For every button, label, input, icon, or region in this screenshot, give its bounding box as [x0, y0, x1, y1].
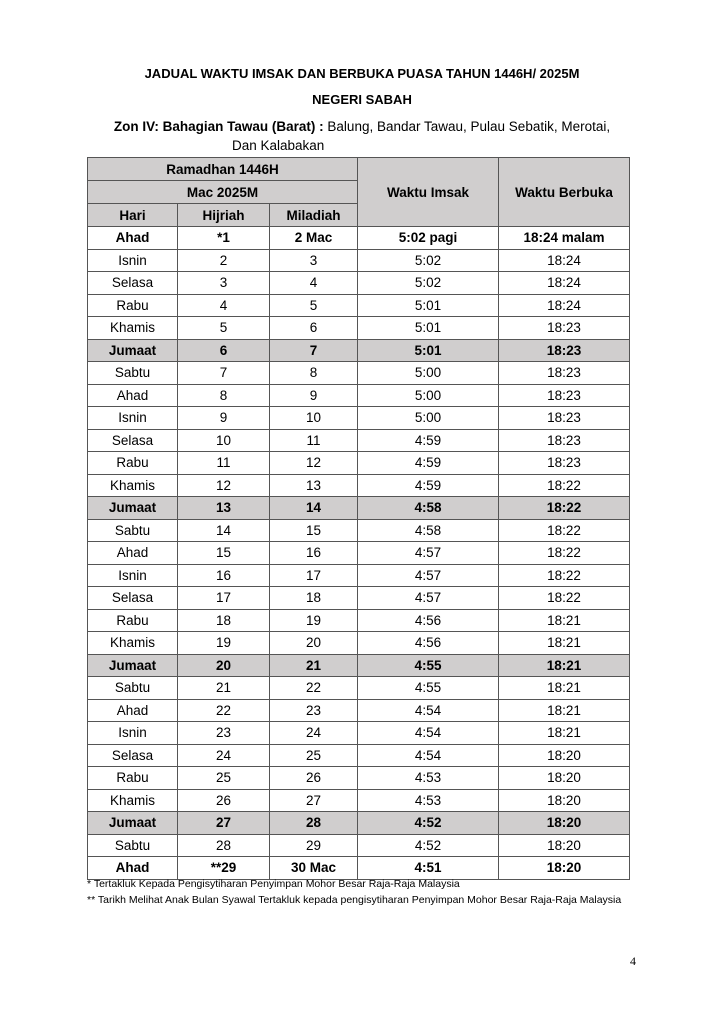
cell-hari: Rabu: [88, 452, 178, 475]
table-row: [88, 812, 630, 835]
cell-berbuka: 18:21: [499, 699, 630, 722]
cell-miladiah: 21: [270, 654, 358, 677]
cell-berbuka: 18:20: [499, 744, 630, 767]
cell-berbuka: 18:23: [499, 339, 630, 362]
cell-berbuka: 18:20: [499, 834, 630, 857]
cell-hijriah: 13: [178, 497, 270, 520]
cell-hari: Ahad: [88, 699, 178, 722]
cell-hari: Ahad: [88, 857, 178, 880]
cell-hari: Isnin: [88, 249, 178, 272]
cell-berbuka: 18:23: [499, 384, 630, 407]
cell-imsak: 4:52: [358, 812, 499, 835]
cell-hijriah: **29: [178, 857, 270, 880]
table-row: [88, 722, 630, 745]
document-title: JADUAL WAKTU IMSAK DAN BERBUKA PUASA TAHUN 1446H/ 2025M: [144, 66, 580, 81]
cell-miladiah: 23: [270, 699, 358, 722]
header-hijriah: Hijriah: [178, 204, 270, 227]
cell-hijriah: 20: [178, 654, 270, 677]
header-hari: Hari: [88, 204, 178, 227]
table-row: [88, 474, 630, 497]
cell-hijriah: 19: [178, 632, 270, 655]
cell-hari: Isnin: [88, 564, 178, 587]
cell-imsak: 4:56: [358, 609, 499, 632]
cell-imsak: 5:01: [358, 339, 499, 362]
cell-hari: Selasa: [88, 587, 178, 610]
cell-imsak: 4:55: [358, 677, 499, 700]
cell-berbuka: 18:23: [499, 452, 630, 475]
cell-hijriah: 9: [178, 407, 270, 430]
table-row: [88, 407, 630, 430]
cell-berbuka: 18:21: [499, 654, 630, 677]
cell-hari: Khamis: [88, 317, 178, 340]
table-row: [88, 317, 630, 340]
cell-imsak: 4:56: [358, 632, 499, 655]
cell-berbuka: 18:24: [499, 249, 630, 272]
cell-miladiah: 3: [270, 249, 358, 272]
table-row: [88, 362, 630, 385]
cell-berbuka: 18:21: [499, 609, 630, 632]
table-row: [88, 519, 630, 542]
cell-berbuka: 18:24 malam: [499, 227, 630, 250]
cell-hijriah: 7: [178, 362, 270, 385]
table-row: [88, 677, 630, 700]
cell-hari: Jumaat: [88, 339, 178, 362]
cell-hijriah: 2: [178, 249, 270, 272]
cell-hari: Sabtu: [88, 519, 178, 542]
header-miladiah: Miladiah: [270, 204, 358, 227]
cell-hari: Jumaat: [88, 497, 178, 520]
cell-berbuka: 18:20: [499, 767, 630, 790]
cell-imsak: 4:51: [358, 857, 499, 880]
table-row: [88, 429, 630, 452]
cell-imsak: 5:01: [358, 317, 499, 340]
cell-berbuka: 18:23: [499, 407, 630, 430]
state-title: NEGERI SABAH: [312, 92, 412, 107]
cell-berbuka: 18:23: [499, 362, 630, 385]
cell-hari: Khamis: [88, 632, 178, 655]
zone-label: Zon IV: Bahagian Tawau (Barat) :: [113, 119, 324, 134]
cell-hari: Rabu: [88, 294, 178, 317]
cell-hari: Ahad: [88, 384, 178, 407]
table-row: [88, 654, 630, 677]
cell-hari: Rabu: [88, 609, 178, 632]
cell-berbuka: 18:21: [499, 632, 630, 655]
cell-hari: Selasa: [88, 429, 178, 452]
cell-miladiah: 5: [270, 294, 358, 317]
cell-berbuka: 18:24: [499, 294, 630, 317]
cell-hijriah: 26: [178, 789, 270, 812]
header-ramadhan: Ramadhan 1446H: [88, 158, 358, 181]
cell-miladiah: 15: [270, 519, 358, 542]
cell-berbuka: 18:22: [499, 474, 630, 497]
cell-hijriah: 25: [178, 767, 270, 790]
cell-berbuka: 18:22: [499, 497, 630, 520]
table-row: [88, 227, 630, 250]
cell-miladiah: 28: [270, 812, 358, 835]
table-row: [88, 339, 630, 362]
cell-miladiah: 13: [270, 474, 358, 497]
cell-imsak: 5:00: [358, 407, 499, 430]
cell-miladiah: 2 Mac: [270, 227, 358, 250]
cell-imsak: 4:55: [358, 654, 499, 677]
cell-hijriah: 8: [178, 384, 270, 407]
cell-miladiah: 10: [270, 407, 358, 430]
timetable: [87, 157, 630, 880]
cell-berbuka: 18:23: [499, 429, 630, 452]
cell-miladiah: 29: [270, 834, 358, 857]
cell-hijriah: 5: [178, 317, 270, 340]
cell-hijriah: 17: [178, 587, 270, 610]
cell-hari: Selasa: [88, 272, 178, 295]
table-row: [88, 834, 630, 857]
cell-hari: Jumaat: [88, 812, 178, 835]
cell-miladiah: 19: [270, 609, 358, 632]
cell-imsak: 4:57: [358, 564, 499, 587]
table-row: [88, 632, 630, 655]
table-row: [88, 609, 630, 632]
header-mac: Mac 2025M: [88, 181, 358, 204]
cell-hijriah: 22: [178, 699, 270, 722]
cell-hijriah: 3: [178, 272, 270, 295]
table-row: [88, 294, 630, 317]
cell-hijriah: 16: [178, 564, 270, 587]
cell-imsak: 4:57: [358, 587, 499, 610]
cell-hari: Ahad: [88, 227, 178, 250]
cell-hijriah: 21: [178, 677, 270, 700]
cell-imsak: 4:53: [358, 767, 499, 790]
cell-hari: Khamis: [88, 789, 178, 812]
cell-miladiah: 22: [270, 677, 358, 700]
cell-berbuka: 18:21: [499, 722, 630, 745]
cell-miladiah: 24: [270, 722, 358, 745]
cell-miladiah: 8: [270, 362, 358, 385]
cell-berbuka: 18:20: [499, 812, 630, 835]
cell-berbuka: 18:22: [499, 587, 630, 610]
cell-imsak: 5:00: [358, 362, 499, 385]
header-imsak: Waktu Imsak: [358, 158, 499, 227]
cell-imsak: 4:59: [358, 452, 499, 475]
table-row: [88, 767, 630, 790]
cell-berbuka: 18:20: [499, 857, 630, 880]
cell-imsak: 4:57: [358, 542, 499, 565]
cell-miladiah: 18: [270, 587, 358, 610]
zone-places-line2: Dan Kalabakan: [232, 138, 325, 153]
table-row: [88, 564, 630, 587]
cell-imsak: 4:59: [358, 429, 499, 452]
cell-hijriah: 24: [178, 744, 270, 767]
table-row: [88, 272, 630, 295]
cell-imsak: 5:00: [358, 384, 499, 407]
cell-hijriah: 12: [178, 474, 270, 497]
cell-hijriah: 4: [178, 294, 270, 317]
cell-hari: Sabtu: [88, 677, 178, 700]
cell-miladiah: 11: [270, 429, 358, 452]
cell-hijriah: 23: [178, 722, 270, 745]
footnotes: [87, 876, 647, 908]
cell-imsak: 4:54: [358, 699, 499, 722]
cell-imsak: 4:54: [358, 744, 499, 767]
cell-miladiah: 27: [270, 789, 358, 812]
table-row: [88, 587, 630, 610]
cell-hari: Isnin: [88, 722, 178, 745]
cell-miladiah: 14: [270, 497, 358, 520]
footnote-1: * Tertakluk Kepada Pengisytiharan Penyimpan Mohor Besar Raja-Raja Malaysia: [87, 878, 460, 890]
zone-description: [0, 117, 724, 155]
cell-miladiah: 20: [270, 632, 358, 655]
footnote-2: ** Tarikh Melihat Anak Bulan Syawal Tertakluk kepada pengisytiharan Penyimpan Mohor Besar Raja-Raja Malaysia: [87, 894, 622, 906]
cell-miladiah: 4: [270, 272, 358, 295]
table-row: [88, 452, 630, 475]
cell-hijriah: 15: [178, 542, 270, 565]
zone-places-line1: Balung, Bandar Tawau, Pulau Sebatik, Merotai,: [327, 119, 611, 134]
cell-hari: Selasa: [88, 744, 178, 767]
cell-hari: Sabtu: [88, 362, 178, 385]
cell-imsak: 4:52: [358, 834, 499, 857]
table-row: [88, 384, 630, 407]
table-row: [88, 542, 630, 565]
cell-miladiah: 7: [270, 339, 358, 362]
table-row: [88, 497, 630, 520]
cell-hari: Sabtu: [88, 834, 178, 857]
cell-hijriah: 18: [178, 609, 270, 632]
cell-hijriah: *1: [178, 227, 270, 250]
cell-berbuka: 18:21: [499, 677, 630, 700]
cell-hijriah: 6: [178, 339, 270, 362]
cell-miladiah: 30 Mac: [270, 857, 358, 880]
cell-hari: Rabu: [88, 767, 178, 790]
cell-berbuka: 18:22: [499, 519, 630, 542]
cell-hijriah: 14: [178, 519, 270, 542]
cell-berbuka: 18:22: [499, 542, 630, 565]
cell-hari: Jumaat: [88, 654, 178, 677]
cell-imsak: 4:53: [358, 789, 499, 812]
cell-berbuka: 18:20: [499, 789, 630, 812]
cell-miladiah: 25: [270, 744, 358, 767]
cell-imsak: 4:54: [358, 722, 499, 745]
cell-hijriah: 10: [178, 429, 270, 452]
cell-miladiah: 12: [270, 452, 358, 475]
cell-berbuka: 18:22: [499, 564, 630, 587]
table-row: [88, 699, 630, 722]
timetable-body: [88, 227, 630, 880]
cell-miladiah: 17: [270, 564, 358, 587]
cell-hijriah: 27: [178, 812, 270, 835]
table-row: [88, 744, 630, 767]
cell-imsak: 5:02 pagi: [358, 227, 499, 250]
cell-miladiah: 26: [270, 767, 358, 790]
header-berbuka: Waktu Berbuka: [499, 158, 630, 227]
cell-miladiah: 16: [270, 542, 358, 565]
cell-miladiah: 9: [270, 384, 358, 407]
cell-berbuka: 18:23: [499, 317, 630, 340]
cell-berbuka: 18:24: [499, 272, 630, 295]
cell-hijriah: 28: [178, 834, 270, 857]
cell-hari: Isnin: [88, 407, 178, 430]
cell-imsak: 4:58: [358, 497, 499, 520]
cell-imsak: 5:01: [358, 294, 499, 317]
cell-miladiah: 6: [270, 317, 358, 340]
page-number: 4: [630, 954, 636, 968]
cell-imsak: 4:59: [358, 474, 499, 497]
cell-imsak: 4:58: [358, 519, 499, 542]
cell-hari: Ahad: [88, 542, 178, 565]
cell-imsak: 5:02: [358, 249, 499, 272]
cell-hari: Khamis: [88, 474, 178, 497]
cell-hijriah: 11: [178, 452, 270, 475]
cell-imsak: 5:02: [358, 272, 499, 295]
table-row: [88, 249, 630, 272]
table-row: [88, 789, 630, 812]
